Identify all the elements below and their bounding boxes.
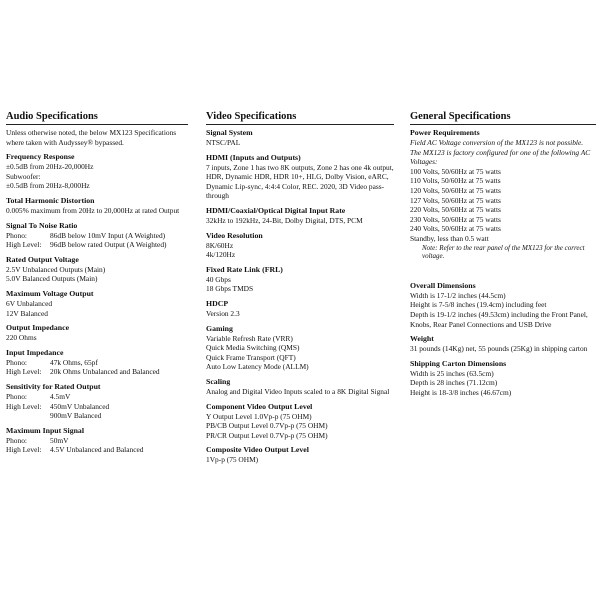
spec-value: 900mV Balanced bbox=[50, 411, 102, 421]
spec-line: Quick Media Switching (QMS) bbox=[206, 343, 300, 353]
spec-line: ±0.5dB from 20Hz-8,000Hz bbox=[6, 181, 90, 191]
section-heading: Composite Video Output Level bbox=[206, 445, 309, 455]
spec-line: 1Vp-p (75 OHM) bbox=[206, 455, 259, 465]
spec-line: ±0.5dB from 20Hz-20,000Hz bbox=[6, 162, 94, 172]
snr-section bbox=[6, 221, 188, 250]
spec-line: Subwoofer: bbox=[6, 171, 41, 181]
spec-line: 18 Gbps TMDS bbox=[206, 284, 254, 294]
spec-value: 50mV bbox=[50, 435, 69, 445]
audio-intro: Unless otherwise noted, the below MX123 Specifications where taken with Audyssey® bypassed. bbox=[6, 128, 177, 147]
spec-line: Quick Frame Transport (QFT) bbox=[206, 352, 296, 362]
spec-line: 12V Balanced bbox=[6, 308, 48, 318]
section-heading: Maximum Input Signal bbox=[6, 425, 84, 435]
section-heading: Total Harmonic Distortion bbox=[6, 195, 95, 205]
spec-value: 86dB below 10mV Input (A Weighted) bbox=[50, 230, 166, 240]
section-heading: HDCP bbox=[206, 298, 229, 308]
frequency-response-section bbox=[6, 152, 188, 191]
hdcp-section bbox=[206, 299, 394, 319]
composite-video-section bbox=[206, 445, 394, 465]
voltage-line: 240 Volts, 50/60Hz at 75 watts bbox=[410, 224, 501, 234]
spec-line: 5.0V Balanced Outputs (Main) bbox=[6, 274, 98, 284]
spec-key: Phono: bbox=[6, 435, 27, 445]
spec-value: 96dB below rated Output (A Weighted) bbox=[50, 240, 167, 250]
frl-section bbox=[206, 265, 394, 294]
voltage-line: 120 Volts, 50/60Hz at 75 watts bbox=[410, 185, 501, 195]
signal-system-section bbox=[206, 128, 394, 148]
section-heading: Overall Dimensions bbox=[410, 280, 476, 290]
gaming-section bbox=[206, 324, 394, 372]
voltage-note: Note: Refer to the rear panel of the MX123 for the correct voltage. bbox=[422, 243, 585, 261]
spec-line: 6V Unbalanced bbox=[6, 298, 53, 308]
section-heading: HDMI/Coaxial/Optical Digital Input Rate bbox=[206, 205, 346, 215]
audio-specifications-title: Audio Specifications bbox=[6, 111, 188, 125]
voltage-line: 100 Volts, 50/60Hz at 75 watts bbox=[410, 166, 501, 176]
general-specifications-title: General Specifications bbox=[410, 111, 596, 125]
spec-line: 40 Gbps bbox=[206, 274, 231, 284]
output-impedance-section bbox=[6, 323, 188, 343]
voltage-line: 220 Volts, 50/60Hz at 75 watts bbox=[410, 205, 501, 215]
spec-line: Y Output Level 1.0Vp-p (75 OHM) bbox=[206, 411, 312, 421]
spec-row bbox=[6, 231, 188, 241]
spec-row bbox=[6, 436, 188, 446]
spec-line: 7 inputs, Zone 1 has two 8K outputs, Zone 2 has one 4k output, HDR, Dynamic HDR, HDR 10+, HLG, Dolby Vision, eARC, Dynamic Lip-sync, 4:4:4 Color, REC. 2020, 3D Video pass-through bbox=[206, 162, 394, 201]
weight-section bbox=[410, 334, 596, 354]
hdmi-section bbox=[206, 153, 394, 201]
section-heading: Weight bbox=[410, 334, 434, 344]
spec-line: Depth is 19-1/2 inches (49.53cm) including the Front Panel, Knobs, Rear Panel Connections and USB Drive bbox=[410, 309, 588, 329]
section-heading: Fixed Rate Link (FRL) bbox=[206, 264, 283, 274]
section-heading: Frequency Response bbox=[6, 152, 75, 162]
video-specifications-column bbox=[206, 111, 394, 470]
section-heading: Gaming bbox=[206, 323, 233, 333]
spec-row bbox=[6, 402, 188, 412]
standby-line: Standby, less than 0.5 watt bbox=[410, 233, 489, 243]
section-heading: Shipping Carton Dimensions bbox=[410, 358, 507, 368]
spec-row bbox=[6, 367, 188, 377]
max-input-section bbox=[6, 426, 188, 455]
spec-value: 4.5V Unbalanced and Balanced bbox=[50, 445, 144, 455]
power-italic-note: Field AC Voltage conversion of the MX123 is not possible. The MX123 is factory configured for one of the following AC Voltages: bbox=[410, 138, 591, 167]
section-heading: Signal To Noise Ratio bbox=[6, 220, 78, 230]
section-heading: Rated Output Voltage bbox=[6, 254, 79, 264]
spec-key: Phono: bbox=[6, 391, 27, 401]
overall-dimensions-section bbox=[410, 281, 596, 329]
general-specifications-column bbox=[410, 111, 596, 402]
spec-row bbox=[6, 445, 188, 455]
spec-line: 2.5V Unbalanced Outputs (Main) bbox=[6, 264, 106, 274]
section-heading: Sensitivity for Rated Output bbox=[6, 381, 101, 391]
input-impedance-section bbox=[6, 348, 188, 377]
spec-line: Analog and Digital Video Inputs scaled to a 8K Digital Signal bbox=[206, 386, 390, 396]
spec-line: 4k/120Hz bbox=[206, 250, 236, 260]
video-specifications-title: Video Specifications bbox=[206, 111, 394, 125]
spec-key: Phono: bbox=[6, 230, 27, 240]
video-resolution-section bbox=[206, 231, 394, 260]
spec-line: 32kHz to 192kHz, 24-Bit, Dolby Digital, DTS, PCM bbox=[206, 215, 363, 225]
rated-output-section bbox=[6, 255, 188, 284]
section-heading: Power Requirements bbox=[410, 128, 480, 137]
spec-row bbox=[6, 392, 188, 402]
spec-line: 8K/60Hz bbox=[206, 240, 234, 250]
section-heading: Output Impedance bbox=[6, 323, 70, 333]
spec-key: High Level: bbox=[6, 401, 42, 411]
section-heading: Input Impedance bbox=[6, 347, 64, 357]
spec-line: Version 2.3 bbox=[206, 308, 240, 318]
max-voltage-section bbox=[6, 289, 188, 318]
spec-key: High Level: bbox=[6, 240, 42, 250]
section-heading: Signal System bbox=[206, 128, 253, 137]
spec-key: Phono: bbox=[6, 357, 27, 367]
spec-line: PR/CR Output Level 0.7Vp-p (75 OHM) bbox=[206, 430, 328, 440]
spec-value: 20k Ohms Unbalanced and Balanced bbox=[50, 367, 160, 377]
power-requirements-section bbox=[410, 128, 596, 261]
spec-line: 220 Ohms bbox=[6, 333, 37, 343]
section-heading: Maximum Voltage Output bbox=[6, 288, 94, 298]
spec-key-empty bbox=[6, 411, 50, 421]
scaling-section bbox=[206, 377, 394, 397]
section-heading: Scaling bbox=[206, 376, 231, 386]
spec-line: Depth is 28 inches (71.12cm) bbox=[410, 378, 498, 388]
spec-line: Height is 7-5/8 inches (19.4cm) including feet bbox=[410, 300, 547, 310]
voltage-line: 127 Volts, 50/60Hz at 75 watts bbox=[410, 195, 501, 205]
spec-line: Width is 25 inches (63.5cm) bbox=[410, 368, 494, 378]
section-heading: Video Resolution bbox=[206, 230, 263, 240]
spec-key: High Level: bbox=[6, 367, 42, 377]
input-rate-section bbox=[206, 206, 394, 226]
spec-line: Variable Refresh Rate (VRR) bbox=[206, 333, 293, 343]
spec-line: 0.005% maximum from 20Hz to 20,000Hz at rated Output bbox=[6, 205, 180, 215]
spec-line: 31 pounds (14Kg) net, 55 pounds (25Kg) in shipping carton bbox=[410, 344, 588, 354]
spec-key: High Level: bbox=[6, 445, 42, 455]
sensitivity-section bbox=[6, 382, 188, 421]
section-heading: Component Video Output Level bbox=[206, 401, 313, 411]
spec-row bbox=[6, 240, 188, 250]
spec-value: 47k Ohms, 65pf bbox=[50, 357, 98, 367]
audio-specifications-column bbox=[6, 111, 188, 460]
shipping-carton-section bbox=[410, 359, 596, 398]
voltage-line: 110 Volts, 50/60Hz at 75 watts bbox=[410, 176, 501, 186]
voltage-line: 230 Volts, 50/60Hz at 75 watts bbox=[410, 214, 501, 224]
thd-section bbox=[6, 196, 188, 216]
section-heading: HDMI (Inputs and Outputs) bbox=[206, 152, 301, 162]
spec-line: Height is 18-3/8 inches (46.67cm) bbox=[410, 387, 512, 397]
spec-row bbox=[6, 358, 188, 368]
spec-line: Auto Low Latency Mode (ALLM) bbox=[206, 362, 309, 372]
spec-line: NTSC/PAL bbox=[206, 138, 241, 147]
spec-line: PB/CB Output Level 0.7Vp-p (75 OHM) bbox=[206, 421, 328, 431]
component-video-section bbox=[206, 402, 394, 441]
spec-value: 450mV Unbalanced bbox=[50, 401, 110, 411]
spec-row bbox=[6, 411, 188, 421]
spec-line: Width is 17-1/2 inches (44.5cm) bbox=[410, 290, 506, 300]
spec-value: 4.5mV bbox=[50, 391, 71, 401]
